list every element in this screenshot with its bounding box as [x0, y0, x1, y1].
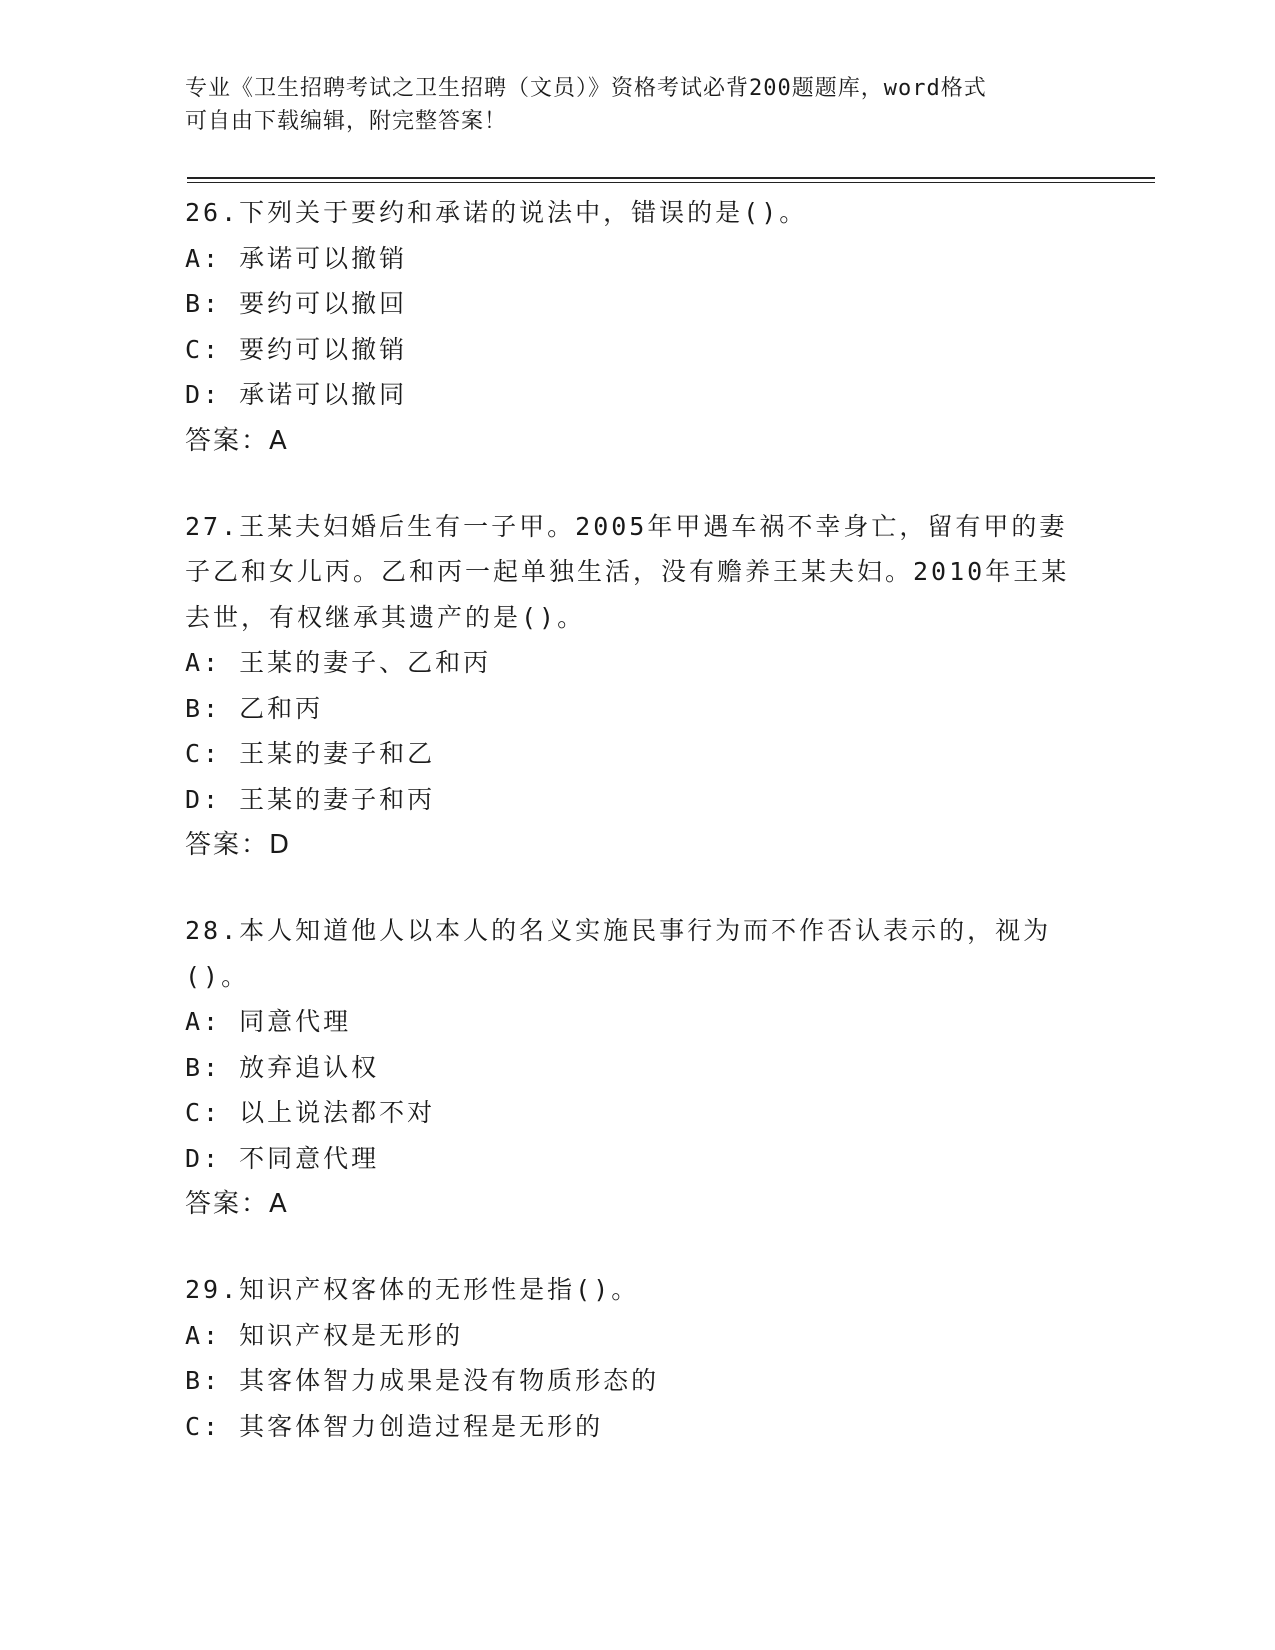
option-d: D: 承诺可以撤同 [185, 380, 408, 409]
answer: 答案：D [185, 830, 292, 860]
question-stem: 28.本人知道他人以本人的名义实施民事行为而不作否认表示的，视为()。 [185, 916, 1052, 991]
option-a: A: 承诺可以撤销 [185, 243, 408, 273]
option-d: D: 不同意代理 [185, 1143, 380, 1173]
header-divider-thin [187, 182, 1155, 183]
option-b: B: 乙和丙 [185, 693, 324, 723]
header-divider-thick [187, 177, 1155, 179]
option-a: A: 同意代理 [185, 1007, 352, 1036]
question-28 [185, 908, 1085, 1227]
answer: 答案：A [185, 1189, 289, 1219]
question-29 [185, 1267, 1085, 1449]
option-b: B: 放弃追认权 [185, 1052, 380, 1082]
question-26 [185, 190, 1085, 464]
option-c: C: 以上说法都不对 [185, 1098, 436, 1127]
question-27 [185, 504, 1085, 869]
question-stem: 27.王某夫妇婚后生有一子甲。2005年甲遇车祸不幸身亡，留有甲的妻子乙和女儿丙。乙和丙一起单独生活，没有赡养王某夫妇。2010年王某去世，有权继承其遗产的是()。 [185, 511, 1070, 632]
question-stem: 26.下列关于要约和承诺的说法中，错误的是()。 [185, 198, 808, 227]
page-header [185, 72, 1085, 138]
option-b: B: 其客体智力成果是没有物质形态的 [185, 1366, 660, 1395]
answer: 答案：A [185, 425, 289, 456]
option-d: D: 王某的妻子和丙 [185, 784, 436, 814]
option-c: C: 要约可以撤销 [185, 334, 408, 364]
header-title-line-2: 可自由下载编辑，附完整答案！ [185, 109, 508, 134]
option-a: A: 王某的妻子、乙和丙 [185, 648, 492, 677]
question-stem: 29.知识产权客体的无形性是指()。 [185, 1275, 640, 1304]
header-title-line-1: 专业《卫生招聘考试之卫生招聘（文员）》资格考试必背200题题库，word格式 [185, 76, 987, 101]
question-list [185, 190, 1085, 1489]
option-c: C: 其客体智力创造过程是无形的 [185, 1411, 604, 1441]
option-c: C: 王某的妻子和乙 [185, 739, 436, 768]
option-b: B: 要约可以撤回 [185, 289, 408, 318]
option-a: A: 知识产权是无形的 [185, 1320, 464, 1350]
